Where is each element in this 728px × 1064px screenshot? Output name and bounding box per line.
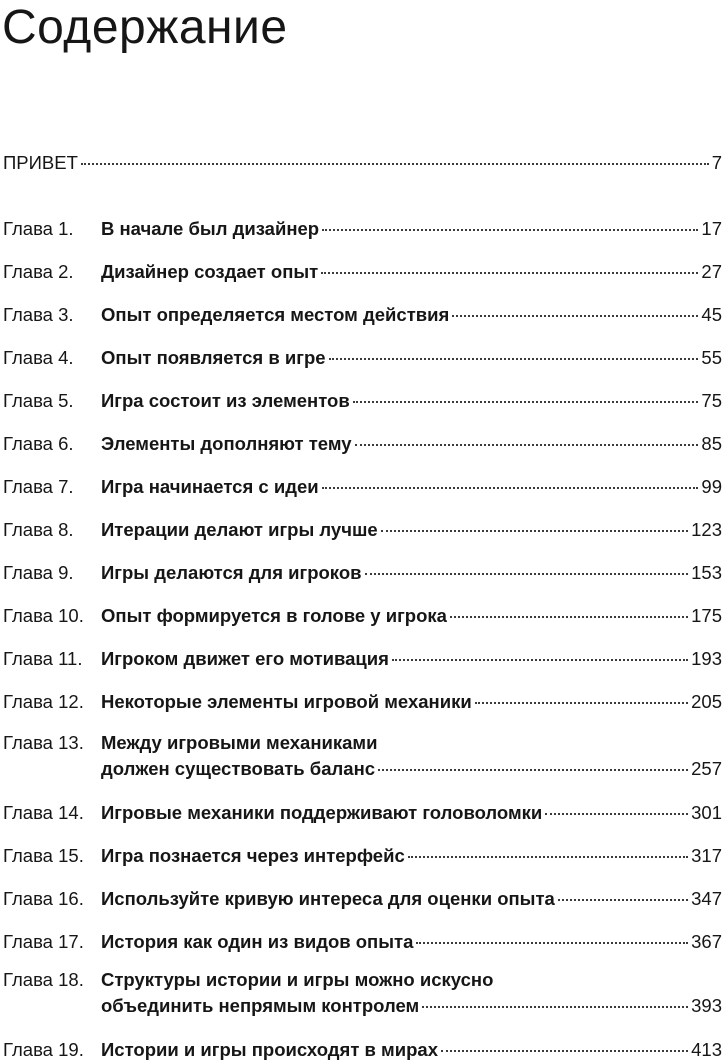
dot-leader [416, 942, 688, 944]
dot-leader [408, 856, 688, 858]
toc-entry[interactable] [3, 800, 722, 826]
toc-entry[interactable] [3, 259, 722, 285]
chapter-title: Элементы дополняют тему [101, 433, 352, 454]
dot-leader [353, 401, 699, 403]
chapter-number: Глава 11. [3, 648, 83, 669]
toc-entry[interactable] [3, 967, 722, 1019]
page-number: 193 [691, 648, 722, 669]
chapter-title: объединить непрямым контролем [101, 995, 420, 1016]
chapter-number: Глава 10. [3, 605, 84, 626]
page-number: 17 [701, 218, 722, 239]
chapter-title: Некоторые элементы игровой механики [101, 691, 472, 712]
page-number: 317 [691, 845, 722, 866]
toc-entry[interactable] [3, 843, 722, 869]
dot-leader [475, 702, 688, 704]
chapter-title: Опыт появляется в игре [101, 347, 326, 368]
page-number: 123 [691, 519, 722, 540]
chapter-number: Глава 12. [3, 691, 84, 712]
dot-leader [452, 315, 698, 317]
chapter-number: Глава 17. [3, 931, 84, 952]
toc-entry[interactable] [3, 388, 722, 414]
page-number: 205 [691, 691, 722, 712]
page-number: 85 [701, 433, 722, 454]
chapter-title: Структуры истории и игры можно искусно [101, 969, 494, 990]
page-number: 27 [701, 261, 722, 282]
page-number: 367 [691, 931, 722, 952]
chapter-title: Игра познается через интерфейс [101, 845, 405, 866]
dot-leader [545, 813, 688, 815]
page-number: 175 [691, 605, 722, 626]
chapter-number: Глава 7. [3, 476, 74, 497]
chapter-number: Глава 6. [3, 433, 74, 454]
page-number: 55 [701, 347, 722, 368]
chapter-title: Игра состоит из элементов [101, 390, 350, 411]
page-number: 301 [691, 802, 722, 823]
dot-leader [441, 1050, 688, 1052]
toc-entry[interactable] [3, 560, 722, 586]
dot-leader [392, 659, 688, 661]
page-number: 413 [691, 1039, 722, 1060]
intro-label: ПРИВЕТ [3, 152, 78, 173]
toc-entry[interactable] [3, 345, 722, 371]
chapter-number: Глава 3. [3, 304, 74, 325]
dot-leader [450, 616, 688, 618]
dot-leader [378, 769, 688, 771]
chapter-title: Дизайнер создает опыт [101, 261, 319, 282]
chapter-number: Глава 8. [3, 519, 74, 540]
chapter-title: Игры делаются для игроков [101, 562, 362, 583]
chapter-title: должен существовать баланс [101, 758, 376, 779]
chapter-number: Глава 1. [3, 218, 74, 239]
toc-intro-entry[interactable] [3, 150, 722, 176]
toc-entry[interactable] [3, 474, 722, 500]
toc-entry[interactable] [3, 302, 722, 328]
chapter-number: Глава 18. [3, 969, 84, 990]
dot-leader [329, 358, 699, 360]
page-number: 45 [701, 304, 722, 325]
dot-leader [355, 444, 699, 446]
chapter-title: Игроком движет его мотивация [101, 648, 389, 669]
page-title: Содержание [2, 1, 288, 54]
dot-leader [322, 487, 699, 489]
chapter-number: Глава 13. [3, 732, 84, 753]
chapter-number: Глава 4. [3, 347, 74, 368]
toc-entry[interactable] [3, 886, 722, 912]
toc-entry[interactable] [3, 730, 722, 782]
chapter-title: Игровые механики поддерживают головоломки [101, 802, 543, 823]
toc-entry[interactable] [3, 603, 722, 629]
intro-page-number: 7 [711, 152, 722, 173]
page-number: 99 [701, 476, 722, 497]
chapter-number: Глава 5. [3, 390, 74, 411]
chapter-number: Глава 19. [3, 1039, 84, 1060]
chapter-number: Глава 15. [3, 845, 84, 866]
page-number: 257 [691, 758, 722, 779]
toc-entry[interactable] [3, 216, 722, 242]
page-number: 75 [701, 390, 722, 411]
chapter-title: Итерации делают игры лучше [101, 519, 378, 540]
chapter-title: Опыт определяется местом действия [101, 304, 450, 325]
chapter-number: Глава 16. [3, 888, 84, 909]
chapter-title: Истории и игры происходят в мирах [101, 1039, 438, 1060]
chapter-number: Глава 9. [3, 562, 74, 583]
toc-entry[interactable] [3, 517, 722, 543]
chapter-title: Игра начинается с идеи [101, 476, 319, 497]
dot-leader [422, 1006, 688, 1008]
chapter-title: Между игровыми механиками [101, 732, 378, 753]
page-number: 153 [691, 562, 722, 583]
toc-entry[interactable] [3, 1037, 722, 1063]
chapter-title: Опыт формируется в голове у игрока [101, 605, 447, 626]
toc-entry[interactable] [3, 646, 722, 672]
chapter-number: Глава 14. [3, 802, 84, 823]
dot-leader [321, 272, 698, 274]
toc-entry[interactable] [3, 689, 722, 715]
chapter-title: История как один из видов опыта [101, 931, 414, 952]
chapter-title: В начале был дизайнер [101, 218, 320, 239]
dot-leader [558, 899, 688, 901]
page-number: 347 [691, 888, 722, 909]
dot-leader [81, 163, 709, 165]
dot-leader [322, 229, 698, 231]
page-number: 393 [691, 995, 722, 1016]
toc-entry[interactable] [3, 431, 722, 457]
dot-leader [365, 573, 689, 575]
chapter-number: Глава 2. [3, 261, 74, 282]
chapter-title: Используйте кривую интереса для оценки опыта [101, 888, 555, 909]
toc-entry[interactable] [3, 929, 722, 955]
dot-leader [381, 530, 688, 532]
